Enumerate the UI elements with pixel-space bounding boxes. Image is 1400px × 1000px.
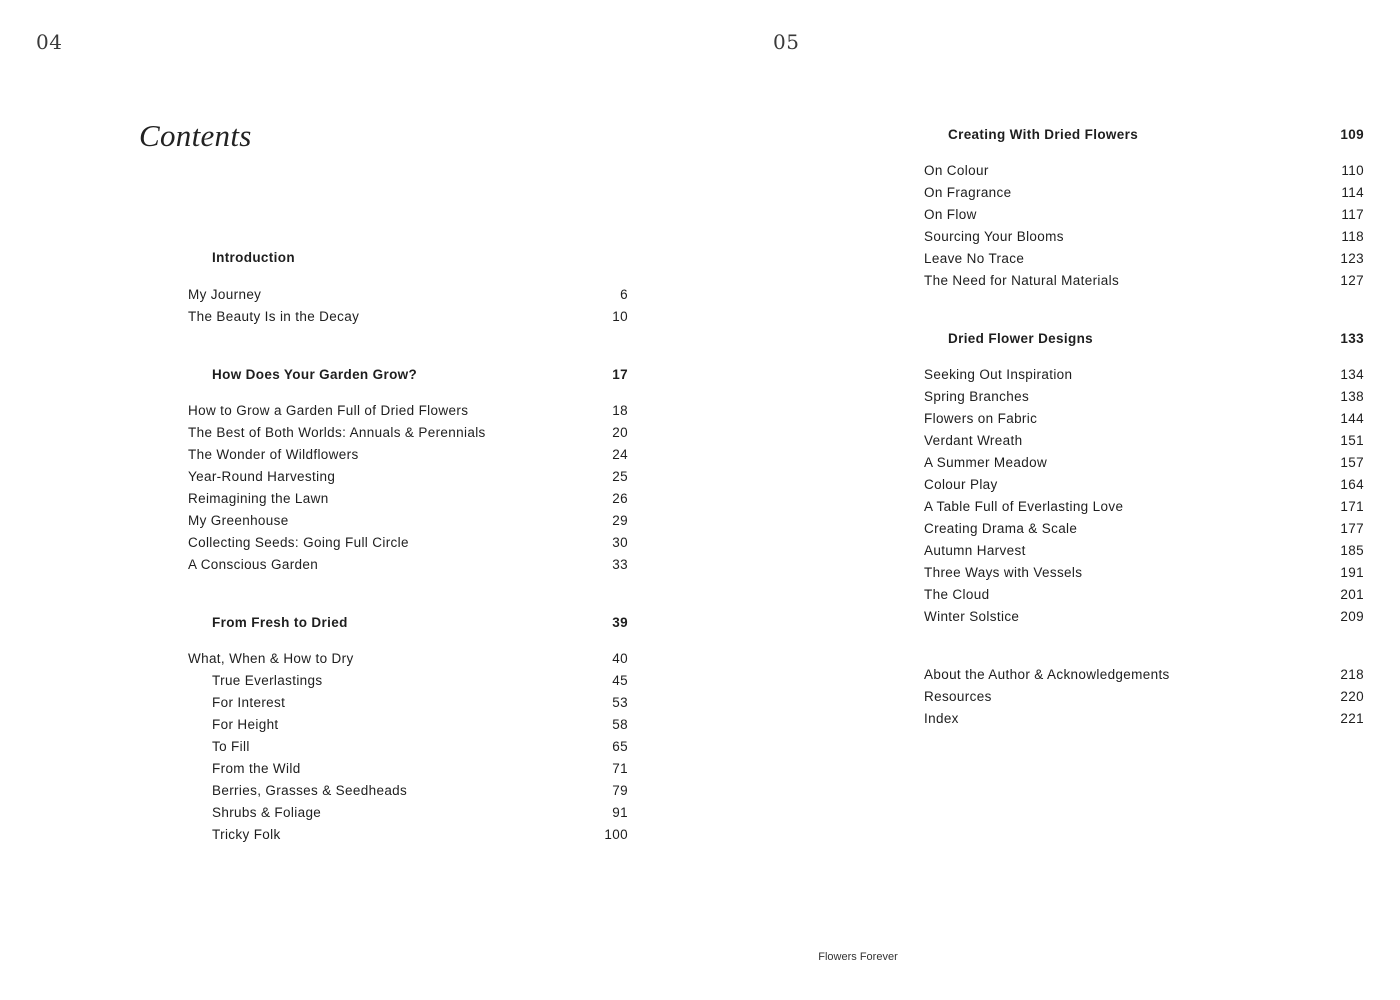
entry-title: Resources — [924, 689, 992, 704]
page-number: 18 — [612, 403, 628, 418]
contents-list-right — [924, 0, 1364, 1000]
page-number: 221 — [1340, 711, 1364, 726]
entry-title: For Interest — [212, 695, 286, 710]
page-number: 10 — [612, 309, 628, 324]
entry-title: Berries, Grasses & Seedheads — [212, 783, 408, 798]
toc-section-heading — [188, 612, 628, 634]
toc-entry — [924, 270, 1364, 292]
toc-entry — [924, 248, 1364, 270]
page-number: 117 — [1341, 207, 1364, 222]
toc-entry — [924, 182, 1364, 204]
toc-entry — [188, 692, 628, 714]
entry-title: My Journey — [188, 287, 262, 302]
toc-entry — [188, 802, 628, 824]
toc-entry — [924, 518, 1364, 540]
entry-title: A Summer Meadow — [924, 455, 1048, 470]
page-number: 134 — [1340, 367, 1364, 382]
toc-entry — [188, 824, 628, 846]
entry-title: From the Wild — [212, 761, 301, 776]
page-number: 177 — [1340, 521, 1364, 536]
entry-title: How to Grow a Garden Full of Dried Flowers — [188, 403, 469, 418]
entry-title: Colour Play — [924, 477, 998, 492]
entry-title: A Table Full of Everlasting Love — [924, 499, 1124, 514]
page-number: 127 — [1340, 273, 1364, 288]
toc-entry — [188, 466, 628, 488]
page-number: 157 — [1340, 455, 1364, 470]
toc-entry — [924, 664, 1364, 686]
entry-title: True Everlastings — [212, 673, 323, 688]
entry-title: Verdant Wreath — [924, 433, 1023, 448]
page-number: 20 — [612, 425, 628, 440]
section-title: Creating With Dried Flowers — [948, 127, 1139, 142]
toc-entry — [188, 284, 628, 306]
toc-entry — [188, 648, 628, 670]
page-number: 58 — [612, 717, 628, 732]
toc-entry — [188, 714, 628, 736]
toc-entry — [188, 758, 628, 780]
page-number: 201 — [1340, 587, 1364, 602]
toc-entry — [924, 452, 1364, 474]
page-number: 26 — [612, 491, 628, 506]
page-number: 151 — [1340, 433, 1364, 448]
toc-entry — [188, 670, 628, 692]
toc-entry — [188, 306, 628, 328]
page-number: 144 — [1340, 411, 1364, 426]
entry-title: On Fragrance — [924, 185, 1012, 200]
page-number: 45 — [612, 673, 628, 688]
page-number: 109 — [1340, 127, 1364, 142]
page-number: 91 — [612, 805, 628, 820]
page-number: 40 — [612, 651, 628, 666]
page-number: 118 — [1341, 229, 1364, 244]
book-title-footer: Flowers Forever — [818, 951, 898, 963]
page-number: 53 — [612, 695, 628, 710]
page-number: 110 — [1341, 163, 1364, 178]
section-title: From Fresh to Dried — [212, 615, 348, 630]
contents-list-left — [188, 0, 628, 1000]
page-number: 114 — [1341, 185, 1364, 200]
toc-entry — [188, 780, 628, 802]
toc-entry — [188, 736, 628, 758]
page-number: 17 — [612, 367, 628, 382]
entry-title: Index — [924, 711, 959, 726]
toc-entry — [924, 606, 1364, 628]
page-number: 164 — [1340, 477, 1364, 492]
entry-title: The Best of Both Worlds: Annuals & Perennials — [188, 425, 486, 440]
entry-title: What, When & How to Dry — [188, 651, 354, 666]
toc-section-heading — [924, 328, 1364, 350]
entry-title: Year-Round Harvesting — [188, 469, 336, 484]
left-page-number: 04 — [36, 30, 63, 54]
entry-title: Autumn Harvest — [924, 543, 1026, 558]
toc-entry — [924, 430, 1364, 452]
entry-title: On Colour — [924, 163, 989, 178]
toc-section-heading — [188, 364, 628, 386]
page-number: 71 — [612, 761, 628, 776]
entry-title: Spring Branches — [924, 389, 1030, 404]
page-number: 123 — [1340, 251, 1364, 266]
page-number: 30 — [612, 535, 628, 550]
page-number: 6 — [620, 287, 628, 302]
page-number: 100 — [604, 827, 628, 842]
toc-entry — [924, 474, 1364, 496]
page-title: Contents — [139, 118, 252, 153]
page-number: 138 — [1340, 389, 1364, 404]
toc-entry — [924, 496, 1364, 518]
page-number: 24 — [612, 447, 628, 462]
entry-title: To Fill — [212, 739, 250, 754]
page-number: 33 — [612, 557, 628, 572]
entry-title: Creating Drama & Scale — [924, 521, 1078, 536]
toc-entry — [188, 554, 628, 576]
toc-entry — [924, 562, 1364, 584]
toc-entry — [924, 160, 1364, 182]
entry-title: Tricky Folk — [212, 827, 281, 842]
entry-title: Sourcing Your Blooms — [924, 229, 1064, 244]
toc-entry — [924, 708, 1364, 730]
entry-title: Leave No Trace — [924, 251, 1025, 266]
entry-title: The Beauty Is in the Decay — [188, 309, 360, 324]
entry-title: The Wonder of Wildflowers — [188, 447, 359, 462]
entry-title: My Greenhouse — [188, 513, 289, 528]
entry-title: Seeking Out Inspiration — [924, 367, 1073, 382]
page-number: 209 — [1340, 609, 1364, 624]
entry-title: On Flow — [924, 207, 977, 222]
toc-entry — [188, 532, 628, 554]
toc-entry — [188, 422, 628, 444]
section-title: How Does Your Garden Grow? — [212, 367, 418, 382]
toc-entry — [924, 408, 1364, 430]
entry-title: Winter Solstice — [924, 609, 1020, 624]
page-number: 25 — [612, 469, 628, 484]
entry-title: Flowers on Fabric — [924, 411, 1038, 426]
section-title: Dried Flower Designs — [948, 331, 1094, 346]
entry-title: Shrubs & Foliage — [212, 805, 322, 820]
page-number: 29 — [612, 513, 628, 528]
entry-title: A Conscious Garden — [188, 557, 319, 572]
page-number: 191 — [1340, 565, 1364, 580]
page-number: 218 — [1340, 667, 1364, 682]
entry-title: Collecting Seeds: Going Full Circle — [188, 535, 409, 550]
page-number: 65 — [612, 739, 628, 754]
page-number: 39 — [612, 615, 628, 630]
toc-section-heading — [924, 124, 1364, 146]
page-number: 171 — [1340, 499, 1364, 514]
right-page-number: 05 — [773, 30, 800, 54]
toc-entry — [924, 204, 1364, 226]
toc-entry — [924, 686, 1364, 708]
toc-entry — [924, 364, 1364, 386]
toc-entry — [924, 226, 1364, 248]
toc-entry — [924, 386, 1364, 408]
toc-entry — [188, 444, 628, 466]
entry-title: The Need for Natural Materials — [924, 273, 1120, 288]
toc-entry — [924, 540, 1364, 562]
entry-title: Reimagining the Lawn — [188, 491, 329, 506]
toc-entry — [188, 400, 628, 422]
toc-entry — [188, 488, 628, 510]
page-number: 220 — [1340, 689, 1364, 704]
page-number: 185 — [1340, 543, 1364, 558]
section-title: Introduction — [212, 250, 295, 265]
entry-title: For Height — [212, 717, 279, 732]
toc-section-heading — [188, 247, 628, 269]
page-number: 79 — [612, 783, 628, 798]
page-number: 133 — [1340, 331, 1364, 346]
entry-title: About the Author & Acknowledgements — [924, 667, 1170, 682]
entry-title: Three Ways with Vessels — [924, 565, 1083, 580]
toc-entry — [924, 584, 1364, 606]
toc-entry — [188, 510, 628, 532]
entry-title: The Cloud — [924, 587, 990, 602]
